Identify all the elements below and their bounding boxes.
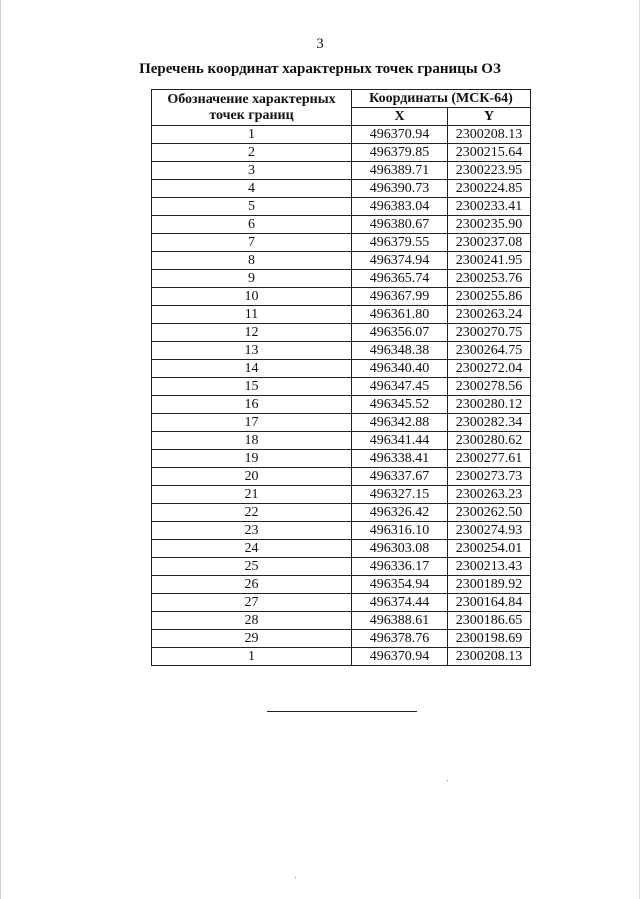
table-row	[152, 648, 531, 666]
table-row	[152, 468, 531, 486]
table-row	[152, 252, 531, 270]
x-cell: 496378.76	[352, 630, 448, 648]
x-cell: 496383.04	[352, 198, 448, 216]
y-cell: 2300164.84	[448, 594, 531, 612]
point-cell: 24	[152, 540, 352, 558]
point-cell: 11	[152, 306, 352, 324]
point-cell: 1	[152, 126, 352, 144]
table-row	[152, 198, 531, 216]
table-row	[152, 414, 531, 432]
y-cell: 2300273.73	[448, 468, 531, 486]
y-cell: 2300274.93	[448, 522, 531, 540]
y-cell: 2300186.65	[448, 612, 531, 630]
x-cell: 496356.07	[352, 324, 448, 342]
y-cell: 2300215.64	[448, 144, 531, 162]
x-cell: 496379.85	[352, 144, 448, 162]
y-cell: 2300233.41	[448, 198, 531, 216]
point-cell: 7	[152, 234, 352, 252]
y-column-header: Y	[448, 108, 531, 126]
x-cell: 496361.80	[352, 306, 448, 324]
point-cell: 3	[152, 162, 352, 180]
y-cell: 2300224.85	[448, 180, 531, 198]
x-cell: 496374.94	[352, 252, 448, 270]
scan-speck	[447, 780, 448, 781]
x-cell: 496341.44	[352, 432, 448, 450]
table-row	[152, 558, 531, 576]
point-cell: 2	[152, 144, 352, 162]
y-cell: 2300223.95	[448, 162, 531, 180]
x-cell: 496348.38	[352, 342, 448, 360]
x-cell: 496337.67	[352, 468, 448, 486]
table-row	[152, 630, 531, 648]
table-row	[152, 486, 531, 504]
page-number: 3	[316, 36, 324, 52]
point-cell: 25	[152, 558, 352, 576]
table-row	[152, 342, 531, 360]
x-cell: 496340.40	[352, 360, 448, 378]
point-cell: 19	[152, 450, 352, 468]
x-cell: 496345.52	[352, 396, 448, 414]
scan-left-edge	[0, 0, 1, 899]
y-cell: 2300198.69	[448, 630, 531, 648]
x-cell: 496380.67	[352, 216, 448, 234]
y-cell: 2300253.76	[448, 270, 531, 288]
table-row	[152, 594, 531, 612]
x-cell: 496370.94	[352, 126, 448, 144]
y-cell: 2300254.01	[448, 540, 531, 558]
point-cell: 5	[152, 198, 352, 216]
table-row	[152, 432, 531, 450]
y-cell: 2300264.75	[448, 342, 531, 360]
y-cell: 2300272.04	[448, 360, 531, 378]
y-cell: 2300282.34	[448, 414, 531, 432]
x-cell: 496365.74	[352, 270, 448, 288]
y-cell: 2300280.12	[448, 396, 531, 414]
point-cell: 16	[152, 396, 352, 414]
y-cell: 2300277.61	[448, 450, 531, 468]
table-row	[152, 450, 531, 468]
x-cell: 496342.88	[352, 414, 448, 432]
y-cell: 2300262.50	[448, 504, 531, 522]
table-row	[152, 234, 531, 252]
x-cell: 496388.61	[352, 612, 448, 630]
table-row	[152, 216, 531, 234]
table-row	[152, 396, 531, 414]
table-row	[152, 360, 531, 378]
table-row	[152, 522, 531, 540]
y-cell: 2300208.13	[448, 648, 531, 666]
table-row	[152, 306, 531, 324]
point-cell: 10	[152, 288, 352, 306]
header-row-top	[152, 90, 531, 108]
y-cell: 2300213.43	[448, 558, 531, 576]
coordinates-column-header: Координаты (МСК-64)	[352, 90, 531, 108]
x-cell: 496336.17	[352, 558, 448, 576]
x-cell: 496326.42	[352, 504, 448, 522]
table-row	[152, 162, 531, 180]
signature-line	[267, 711, 417, 712]
table-row	[152, 504, 531, 522]
point-cell: 12	[152, 324, 352, 342]
points-column-header: Обозначение характерных точек границ	[152, 90, 352, 126]
document-title: Перечень координат характерных точек границы ОЗ	[139, 61, 501, 77]
x-cell: 496338.41	[352, 450, 448, 468]
y-cell: 2300263.23	[448, 486, 531, 504]
x-column-header: X	[352, 108, 448, 126]
y-cell: 2300270.75	[448, 324, 531, 342]
y-cell: 2300278.56	[448, 378, 531, 396]
table-row	[152, 576, 531, 594]
point-cell: 8	[152, 252, 352, 270]
point-cell: 21	[152, 486, 352, 504]
point-cell: 26	[152, 576, 352, 594]
x-cell: 496390.73	[352, 180, 448, 198]
y-cell: 2300280.62	[448, 432, 531, 450]
x-cell: 496347.45	[352, 378, 448, 396]
table-row	[152, 270, 531, 288]
y-cell: 2300255.86	[448, 288, 531, 306]
point-cell: 6	[152, 216, 352, 234]
point-cell: 18	[152, 432, 352, 450]
scan-speck	[295, 877, 296, 878]
x-cell: 496379.55	[352, 234, 448, 252]
x-cell: 496316.10	[352, 522, 448, 540]
x-cell: 496354.94	[352, 576, 448, 594]
x-cell: 496370.94	[352, 648, 448, 666]
point-cell: 28	[152, 612, 352, 630]
y-cell: 2300263.24	[448, 306, 531, 324]
x-cell: 496367.99	[352, 288, 448, 306]
x-cell: 496374.44	[352, 594, 448, 612]
point-cell: 20	[152, 468, 352, 486]
point-cell: 27	[152, 594, 352, 612]
table-row	[152, 378, 531, 396]
y-cell: 2300241.95	[448, 252, 531, 270]
point-cell: 22	[152, 504, 352, 522]
point-cell: 15	[152, 378, 352, 396]
point-cell: 14	[152, 360, 352, 378]
point-cell: 1	[152, 648, 352, 666]
x-cell: 496389.71	[352, 162, 448, 180]
coordinates-table	[151, 89, 531, 666]
point-cell: 17	[152, 414, 352, 432]
point-cell: 29	[152, 630, 352, 648]
point-cell: 4	[152, 180, 352, 198]
table-header	[152, 90, 531, 126]
table-row	[152, 144, 531, 162]
table-row	[152, 180, 531, 198]
x-cell: 496327.15	[352, 486, 448, 504]
point-cell: 13	[152, 342, 352, 360]
table-row	[152, 612, 531, 630]
table-row	[152, 540, 531, 558]
y-cell: 2300189.92	[448, 576, 531, 594]
table-row	[152, 126, 531, 144]
point-cell: 9	[152, 270, 352, 288]
table-body	[152, 126, 531, 666]
y-cell: 2300237.08	[448, 234, 531, 252]
x-cell: 496303.08	[352, 540, 448, 558]
point-cell: 23	[152, 522, 352, 540]
y-cell: 2300235.90	[448, 216, 531, 234]
y-cell: 2300208.13	[448, 126, 531, 144]
table-row	[152, 288, 531, 306]
table-row	[152, 324, 531, 342]
